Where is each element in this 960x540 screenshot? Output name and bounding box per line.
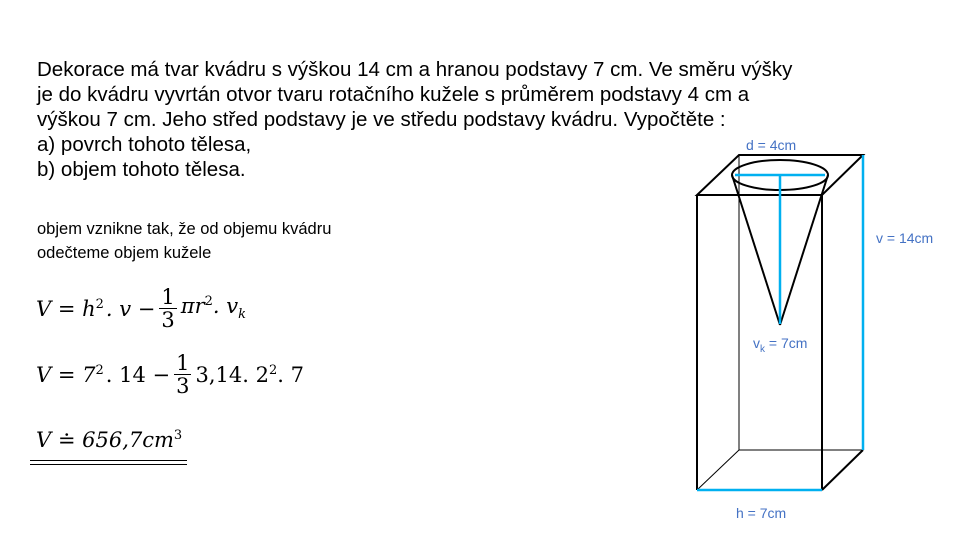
cone-side-right [780, 175, 828, 325]
note-line: objem vznikne tak, že od objemu kvádru [37, 220, 332, 238]
fraction-one-third: $\frac{1}{3}$ [176, 351, 190, 398]
problem-line: Dekorace má tvar kvádru s výškou 14 cm a hranou podstavy 7 cm. Ve směru výšky [37, 58, 793, 81]
formula-lhs: $V = h^2$ [36, 296, 104, 321]
note-line: odečteme objem kužele [37, 244, 212, 262]
result-value: V ≐ $656,7cm^3$ [36, 428, 183, 452]
label-cone-height: $v_k = 7cm$ [753, 335, 808, 355]
formula-mid: . 14 − [105, 362, 171, 387]
fraction-one-third: $\frac{1}{3}$ [161, 285, 175, 332]
label-diameter: d = 4cm [746, 137, 797, 153]
label-base-edge: h = 7cm [736, 505, 787, 521]
problem-line: a) povrch tohoto tělesa, [37, 133, 252, 156]
problem-line: výškou 7 cm. Jeho střed podstavy je ve středu podstavy kvádru. Vypočtěte : [37, 108, 726, 131]
formula-lhs: $V = 7^2$ [36, 362, 104, 387]
formula-mid: . v − [105, 296, 156, 321]
label-block-height: v = 14cm [876, 230, 934, 246]
formula-rhs: 3,14. $2^2$. 7 [195, 362, 304, 387]
measurement-lines [697, 155, 863, 490]
problem-line: je do kvádru vyvrtán otvor tvaru rotačního kužele s průměrem podstavy 4 cm a [37, 83, 750, 106]
formula-rhs: $\pi r^2$. $v_k$ [180, 294, 247, 323]
problem-line: b) objem tohoto tělesa. [37, 158, 246, 181]
